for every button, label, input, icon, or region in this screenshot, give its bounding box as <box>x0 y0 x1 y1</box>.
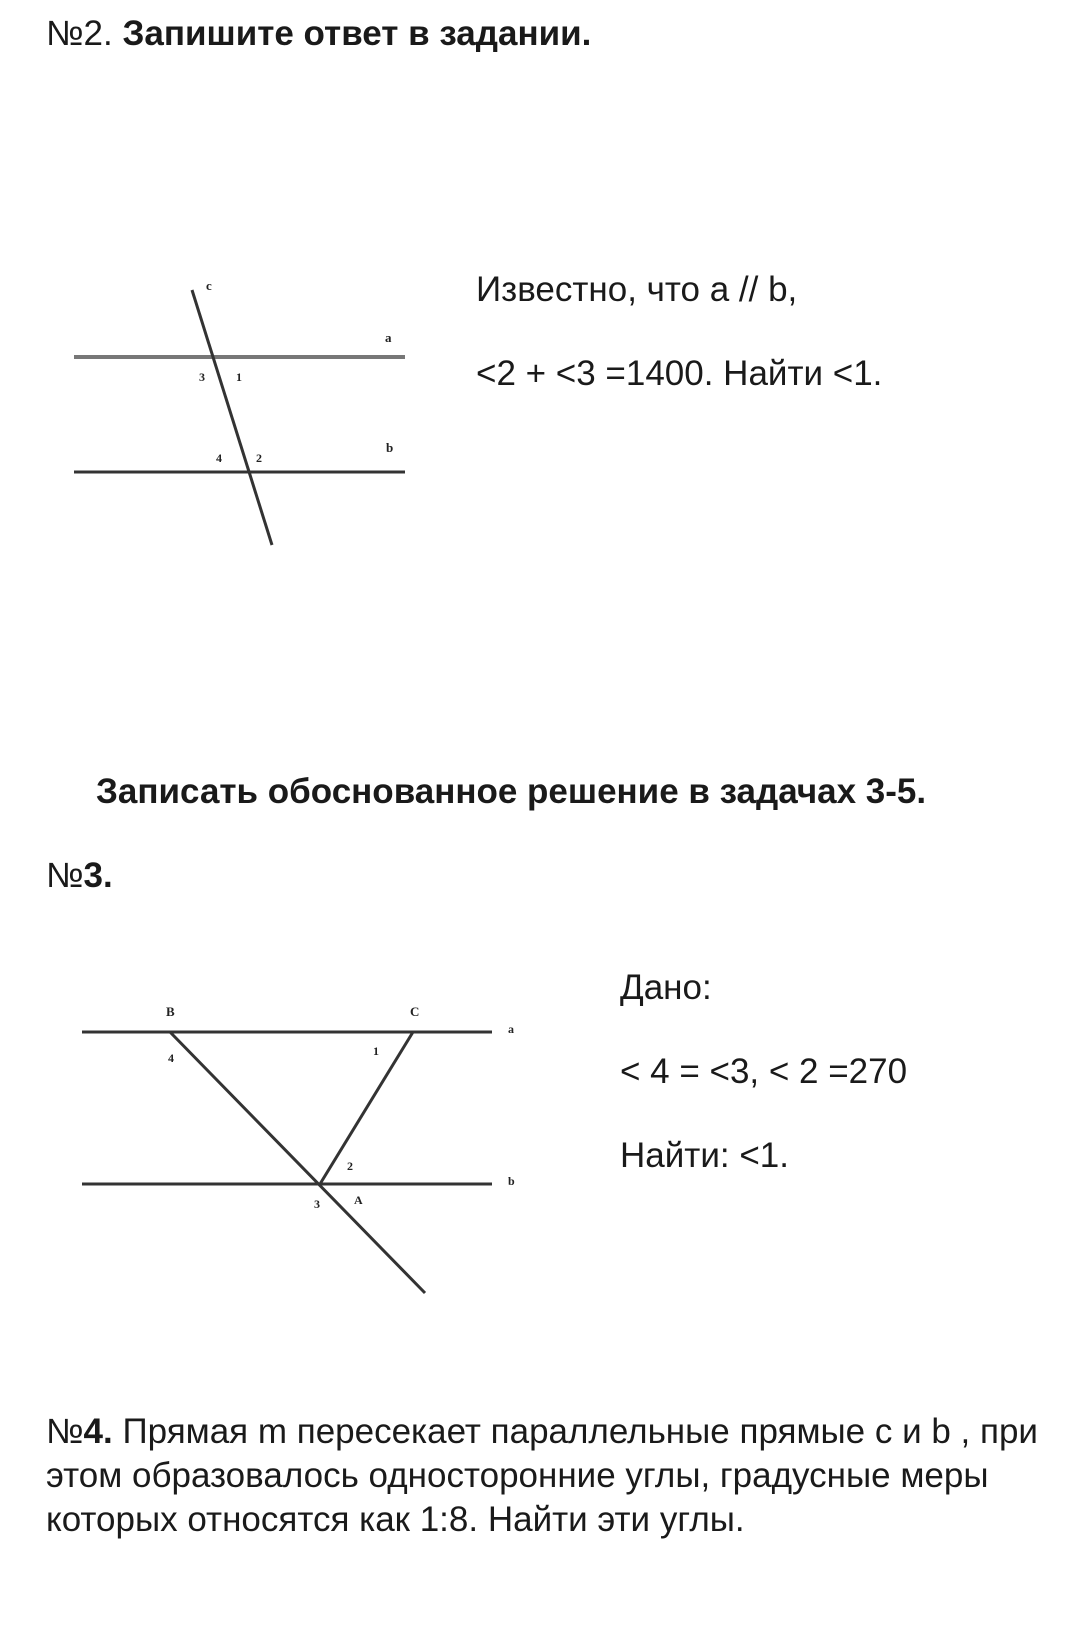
t3-segment-bA <box>170 1032 425 1293</box>
t3-point-C: C <box>410 1004 420 1019</box>
task4-text: Прямая m пересекает параллельные прямые c и b , при этом образовалось односторонние углы, градусные меры которых относятся как 1:8. Найти эти углы. <box>46 1412 1038 1539</box>
t2-angle-1: 1 <box>236 370 242 384</box>
task2-instruction: Запишите ответ в задании. <box>122 14 592 53</box>
t3-angle-2: 2 <box>347 1159 353 1173</box>
task3-dano: Дано: <box>620 968 712 1007</box>
task3-number-prefix: № <box>46 856 84 895</box>
t2-label-b: b <box>386 440 394 455</box>
t3-angle-1: 1 <box>373 1044 379 1058</box>
t2-label-a: a <box>385 330 392 345</box>
t2-angle-2: 2 <box>256 451 262 465</box>
task2-known: Известно, что a // b, <box>476 270 798 309</box>
task2-number: №2. <box>46 14 113 53</box>
task2-given: <2 + <3 =1400. Найти <1. <box>476 354 883 393</box>
task4-text-block <box>46 1410 1046 1542</box>
task3-find: Найти: <1. <box>620 1136 789 1175</box>
t3-angle-3: 3 <box>314 1197 320 1211</box>
t2-label-c: c <box>206 278 212 293</box>
t2-angle-4: 4 <box>216 451 222 465</box>
t3-point-B: B <box>166 1004 175 1019</box>
t2-angle-3: 3 <box>199 370 205 384</box>
task4-number-prefix: № <box>46 1412 84 1451</box>
t3-label-a: a <box>508 1022 514 1036</box>
section-heading: Записать обоснованное решение в задачах 3-5. <box>96 772 927 811</box>
task4-number: 4. <box>83 1412 113 1451</box>
t3-point-A: A <box>354 1193 363 1207</box>
t3-segment-cA <box>320 1032 413 1184</box>
t3-angle-4: 4 <box>168 1051 174 1065</box>
task3-number: 3. <box>83 856 113 895</box>
task3-condition: < 4 = <3, < 2 =270 <box>620 1052 908 1091</box>
t3-label-b: b <box>508 1174 515 1188</box>
